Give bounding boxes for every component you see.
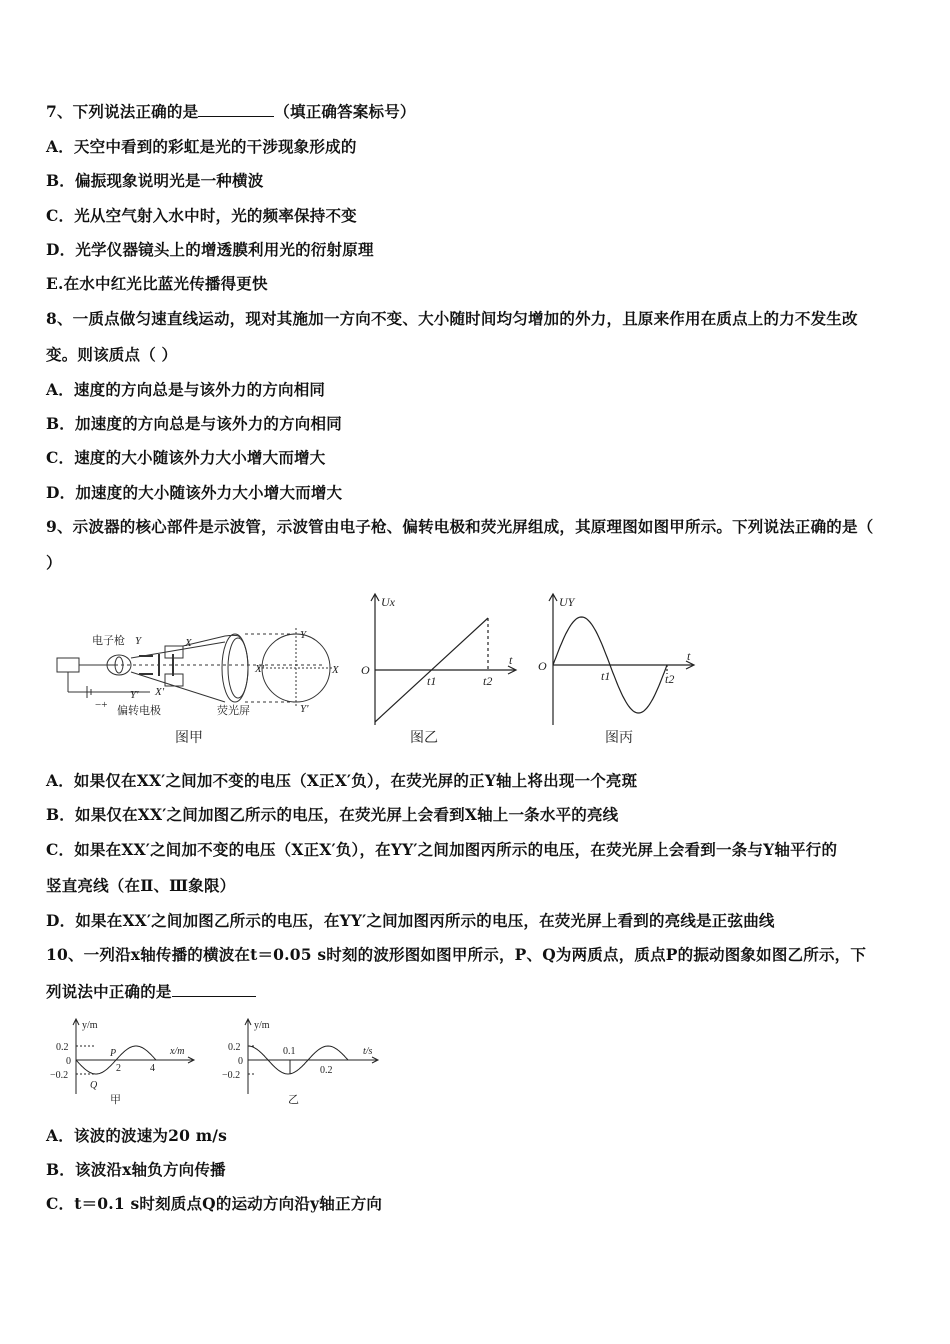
tick-0: 0 [66, 1056, 71, 1067]
q9-option-c-line1: C．如果在XX′之间加不变的电压（X正X′负），在YY′之间加图丙所示的电压，在荧光屏上会看到一条与Y轴平行的 [46, 840, 838, 859]
label-screen: 荧光屏 [217, 705, 250, 717]
ux-voltage-graph [355, 590, 525, 750]
q7-option-a: A．天空中看到的彩虹是光的干涉现象形成的 [46, 137, 357, 156]
caption-fig-yi: 图乙 [410, 731, 438, 746]
q9-option-c-line2: 竖直亮线（在Ⅱ、Ⅲ象限） [46, 876, 236, 895]
uy-voltage-graph [535, 590, 705, 750]
caption-fig-jia: 图甲 [175, 731, 203, 746]
tick-neg-0-2: −0.2 [222, 1070, 241, 1081]
q7-option-e: E.在水中红光比蓝光传播得更快 [46, 274, 268, 293]
q7-stem: 7、下列说法正确的是 （填正确答案标号） [46, 102, 416, 121]
q10-option-c: C．t＝0.1 s时刻质点Q的运动方向沿y轴正方向 [46, 1194, 383, 1213]
label-uy: UY [559, 595, 575, 609]
q8-option-a: A．速度的方向总是与该外力的方向相同 [46, 380, 326, 399]
label-screen-y: Y [300, 629, 307, 641]
q9-option-b: B．如果仅在XX′之间加图乙所示的电压，在荧光屏上会看到X轴上一条水平的亮线 [46, 805, 619, 824]
label-screen-x: X [332, 664, 339, 676]
q10-option-a: A．该波的波速为20 m/s [46, 1126, 228, 1145]
tick-neg-0-2: −0.2 [50, 1070, 69, 1081]
q8-option-c: C．速度的大小随该外力大小增大而增大 [46, 448, 326, 467]
q9-stem-line1: 9、示波器的核心部件是示波管，示波管由电子枪、偏转电极和荧光屏组成，其原理图如图甲所示。下列说法正确的是（ [46, 517, 874, 536]
q7-option-d: D．光学仪器镜头上的增透膜利用光的衍射原理 [46, 240, 374, 259]
label-x: x/m [170, 1046, 185, 1057]
q10-option-b: B．该波沿x轴负方向传播 [46, 1160, 226, 1179]
caption-jia: 甲 [110, 1094, 121, 1106]
q7-option-c: C．光从空气射入水中时，光的频率保持不变 [46, 206, 357, 225]
label-t: t [687, 649, 691, 663]
label-xp-plate: X' [155, 686, 165, 698]
label-minus-plus: −+ [95, 699, 108, 711]
label-t: t/s [363, 1046, 373, 1057]
label-electron-gun: 电子枪 [92, 635, 125, 647]
q9-stem-line2: ） [46, 553, 62, 572]
oscilloscope-diagram [55, 618, 355, 750]
q7-option-b: B．偏振现象说明光是一种横波 [46, 171, 264, 190]
tick-0-2: 0.2 [228, 1042, 241, 1053]
label-y: y/m [254, 1020, 270, 1031]
label-origin: O [361, 663, 370, 677]
label-t2: t2 [665, 672, 675, 686]
label-p: P [110, 1048, 117, 1059]
q9-option-d: D．如果在XX′之间加图乙所示的电压，在YY′之间加图丙所示的电压，在荧光屏上看到的亮线是正弦曲线 [46, 911, 775, 930]
label-screen-yp: Y' [300, 703, 309, 715]
label-yp-plate: Y' [130, 689, 139, 701]
tick-t-0-2: 0.2 [320, 1065, 333, 1076]
caption-fig-bing: 图丙 [605, 731, 633, 746]
label-deflection-electrode: 偏转电极 [117, 705, 161, 717]
label-y: y/m [82, 1020, 98, 1031]
q8-stem-line1: 8、一质点做匀速直线运动，现对其施加一方向不变、大小随时间均匀增加的外力，且原来作用在质点上的力不发生改 [46, 309, 858, 328]
caption-yi: 乙 [288, 1094, 299, 1106]
vibration-graph [218, 1016, 388, 1108]
label-t2: t2 [483, 674, 493, 688]
tick-0-2: 0.2 [56, 1042, 69, 1053]
q8-option-d: D．加速度的大小随该外力大小增大而增大 [46, 483, 343, 502]
tick-2: 2 [116, 1063, 121, 1074]
label-y-plate: Y [135, 635, 142, 647]
wave-form-graph [46, 1016, 206, 1108]
tick-4: 4 [150, 1063, 155, 1074]
label-origin: O [538, 659, 547, 673]
label-x-plate: X [185, 637, 192, 649]
label-screen-xp: X' [255, 663, 265, 675]
q9-option-a: A．如果仅在XX′之间加不变的电压（X正X′负），在荧光屏的正Y轴上将出现一个亮斑 [46, 771, 638, 790]
answer-blank[interactable] [172, 982, 256, 997]
tick-0-1: 0.1 [283, 1046, 296, 1057]
gun-circuit-box [57, 658, 79, 672]
q8-option-b: B．加速度的方向总是与该外力的方向相同 [46, 414, 342, 433]
label-t1: t1 [427, 674, 437, 688]
q10-stem-line1: 10、一列沿x轴传播的横波在t＝0.05 s时刻的波形图如图甲所示，P、Q为两质点，质点P的振动图象如图乙所示，下 [46, 945, 867, 964]
q10-stem-line2: 列说法中正确的是 [46, 980, 256, 1002]
label-q: Q [90, 1080, 98, 1091]
answer-blank[interactable] [198, 102, 274, 117]
tick-0: 0 [238, 1056, 243, 1067]
label-ux: Ux [381, 595, 395, 609]
q8-stem-line2: 变。则该质点（ ） [46, 345, 178, 364]
label-t: t [509, 653, 513, 667]
label-t1: t1 [601, 669, 611, 683]
